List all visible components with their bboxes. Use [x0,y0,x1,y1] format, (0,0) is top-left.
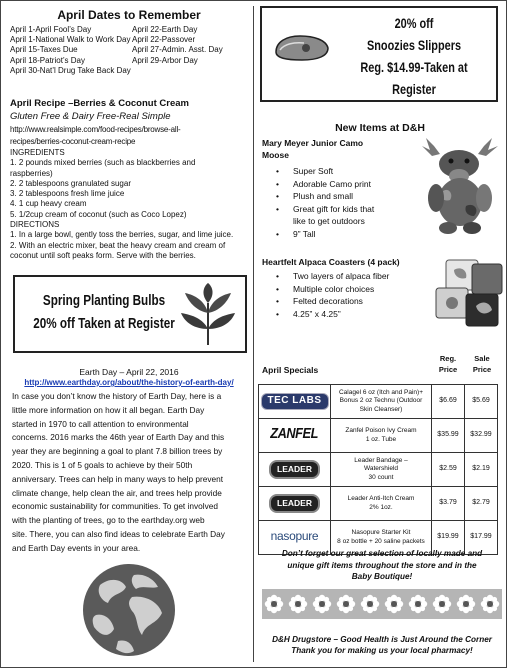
product-description [331,453,432,487]
ingredient-line: 5. 1/2cup cream of coconut (such as Coco Lopez) [10,209,187,219]
flower-icon [310,589,334,619]
recipe-subtitle: Gluten Free & Dairy Free-Real Simple [10,111,171,122]
footer [262,634,502,657]
table-row [259,453,498,487]
alpaca-coasters-image [432,258,504,332]
flower-icon [478,589,502,619]
sale-price-header-bottom: Price [472,365,492,374]
desc-line: Bonus 2 oz Technu (Outdoor [339,397,423,405]
camo-moose-image [420,136,500,236]
earth-line: little more information on how it all began. Earth Day [12,404,205,415]
earth-line: anniversary. Trees can help in many ways to help prevent [12,473,224,484]
date-item: April 22-Passover [132,35,196,45]
camo-feature: • 9” Tall [270,228,420,241]
earth-line: economic sustainability for communities. To get involved [12,501,218,512]
earth-day-body [12,390,248,556]
desc-line: Zanfel Poison Ivy Cream [345,427,417,435]
new-items-title: New Items at D&H [335,122,425,134]
sale-price: $17.99 [465,521,498,555]
desc-line: Calagel 6 oz (Itch and Pain)+ [338,389,423,397]
recipe-url[interactable]: http://www.realsimple.com/food-recipes/browse-all- [10,125,181,134]
nasopure-logo: nasopure [270,528,319,543]
brand-logo-cell [259,385,331,419]
flower-icon [262,589,286,619]
directions-label: DIRECTIONS [10,220,60,230]
gift-note-line: Don’t forget our great selection of locally made and [281,549,483,558]
desc-line: Leader Anti-Itch Cream [347,495,415,503]
column-divider [253,6,254,662]
alpaca-title: Heartfelt Alpaca Coasters (4 pack) [262,257,400,267]
brand-logo-cell [259,419,331,453]
table-row [259,419,498,453]
earth-line: year they are beginning a goal to plant 7.8 billion trees by [12,446,223,457]
sale-price: $32.99 [465,419,498,453]
globe-icon [82,563,176,657]
date-item: April 30-Nat’l Drug Take Back Day [10,65,131,75]
flower-icon [358,589,382,619]
recipe-title: April Recipe –Berries & Coconut Cream [10,98,189,109]
reg-price-header-top: Reg. [439,354,457,363]
reg-price: $3.79 [432,487,465,521]
camo-feature-text: Great gift for kids that [293,203,375,214]
reg-price-header [434,353,462,375]
ingredient-line: 3. 2 tablespoons fresh lime juice [10,189,125,199]
snoozies-promo-text [348,12,479,100]
earth-line: concerns. 2016 marks the 46th year of Earth Day and this [12,432,225,443]
date-item: April 18-Patriot’s Day [10,55,85,65]
sale-price-header [467,353,497,375]
leader-logo: LEADER [269,460,320,478]
earth-day-title: Earth Day – April 22, 2016 [79,367,179,377]
recipe-section [10,97,250,261]
earth-line: site. There, you can also find ideas to celebrate Earth Day [12,528,225,539]
camo-feature-text-cont: like to get outdoors [293,216,365,227]
sale-price: $2.19 [465,453,498,487]
alpaca-feature-list [270,270,430,320]
plant-icon [179,283,237,347]
desc-line: Leader Bandage – [354,457,408,465]
desc-line: 30 count [368,473,394,481]
earth-line: and Earth Day events in your area. [12,542,141,553]
slipper-icon [272,26,330,66]
camo-title-line2: Moose [262,150,289,160]
date-item: April 1-April Fool’s Day [10,25,92,34]
snoozies-line2: Snoozies Slippers [366,37,462,53]
sale-price: $2.79 [465,487,498,521]
reg-price: $2.59 [432,453,465,487]
gift-note-line: unique gift items throughout the store and in the [287,560,477,570]
reg-price: $6.69 [432,385,465,419]
ingredient-line: raspberries) [10,168,53,178]
table-row [259,385,498,419]
bulbs-line2: 20% off Taken at Register [33,315,175,332]
reg-price: $19.99 [432,521,465,555]
snoozies-promo-box [260,6,498,102]
footer-line: Thank you for making us your local pharmacy! [291,646,473,656]
camo-title-line1: Mary Meyer Junior Camo [262,138,364,148]
date-item: April 27-Admin. Asst. Day [132,45,223,55]
earth-line: In case you don’t know the history of Earth Day, here is a [12,391,222,401]
tec-labs-logo: TEC LABS [261,393,329,409]
reg-price: $35.99 [432,419,465,453]
earth-day-link[interactable]: http://www.earthday.org/about/the-history-of-earth-day/ [24,378,234,387]
leader-logo: LEADER [269,494,320,512]
sale-price: $5.69 [465,385,498,419]
gift-note-line: Baby Boutique! [351,572,413,581]
camo-feature: • Super Soft [270,165,420,178]
dates-title: April Dates to Remember [57,8,201,22]
flower-icon [406,589,430,619]
bulbs-line1: Spring Planting Bulbs [42,292,166,309]
reg-price-header-bottom: Price [438,365,458,374]
brand-logo-cell [259,487,331,521]
ingredient-line: 1. 2 pounds mixed berries (such as blackberries and [10,158,196,168]
gift-items-note [262,548,502,583]
flower-icon [454,589,478,619]
snoozies-line3: Reg. $14.99-Taken at Register [360,59,468,97]
date-item: April 15-Taxes Due [10,45,78,55]
ingredient-line: 2. 2 tablespoons granulated sugar [10,178,131,188]
alpaca-feature: • 4.25” x 4.25” [270,308,430,321]
ingredient-line: 4. 1 cup heavy cream [10,199,87,209]
direction-line: coconut until soft peaks form. Serve with the berries. [10,250,196,260]
date-item: April 1-National Walk to Work Day [10,35,131,45]
flower-icon [334,589,358,619]
flower-icon [430,589,454,619]
earth-line: started in 1970 to call attention to environmental [12,418,189,429]
ingredients-label: INGREDIENTS [10,148,65,157]
product-description [331,419,432,453]
bulbs-promo-box [13,275,247,353]
recipe-url-cont[interactable]: recipes/berries-coconut-cream-recipe [10,137,136,146]
camo-feature-list [270,165,420,241]
flower-icon [286,589,310,619]
desc-line: 2% 1oz. [369,503,393,511]
earth-line: with the planting of trees, go to the earthday.org web [12,515,205,526]
direction-line: 1. In a large bowl, gently toss the berries, sugar, and lime juice. [10,230,234,240]
desc-line: 1 oz. Tube [365,435,397,443]
footer-line: D&H Drugstore – Good Health is Just Around the Corner [272,635,492,644]
specials-title: April Specials [262,365,319,375]
product-description [331,385,432,419]
camo-feature: • Adorable Camo print [270,178,420,191]
alpaca-feature: • Two layers of alpaca fiber [270,270,430,283]
flower-strip [262,589,502,619]
flower-icon [382,589,406,619]
snoozies-line1: 20% off [394,15,434,31]
desc-line: Watershield [363,465,399,473]
camo-moose-title [262,137,422,161]
earth-line: climate change, help clean the air, and trees help provide [12,487,222,498]
camo-feature [270,203,420,228]
desc-line: Nasopure Starter Kit [351,529,411,537]
direction-line: 2. With an electric mixer, beat the heavy cream and cream of [10,240,226,250]
sale-price-header-top: Sale [474,354,490,363]
desc-line: 8 oz bottle + 20 saline packets [337,537,425,545]
bulbs-promo-text [19,289,189,335]
date-item: April 29-Arbor Day [132,55,198,65]
alpaca-feature: • Multiple color choices [270,283,430,296]
brand-logo-cell [259,453,331,487]
specials-table [258,384,498,555]
date-item: April 22-Earth Day [132,25,198,34]
camo-feature: • Plush and small [270,190,420,203]
product-description [331,487,432,521]
alpaca-feature: • Felted decorations [270,295,430,308]
earth-line: 2020. This is 1 of 5 goals to achieve by their 50th [12,459,193,470]
zanfel-logo: ZANFEL [270,424,319,442]
table-row [259,487,498,521]
desc-line: Skin Cleanser) [359,405,403,413]
